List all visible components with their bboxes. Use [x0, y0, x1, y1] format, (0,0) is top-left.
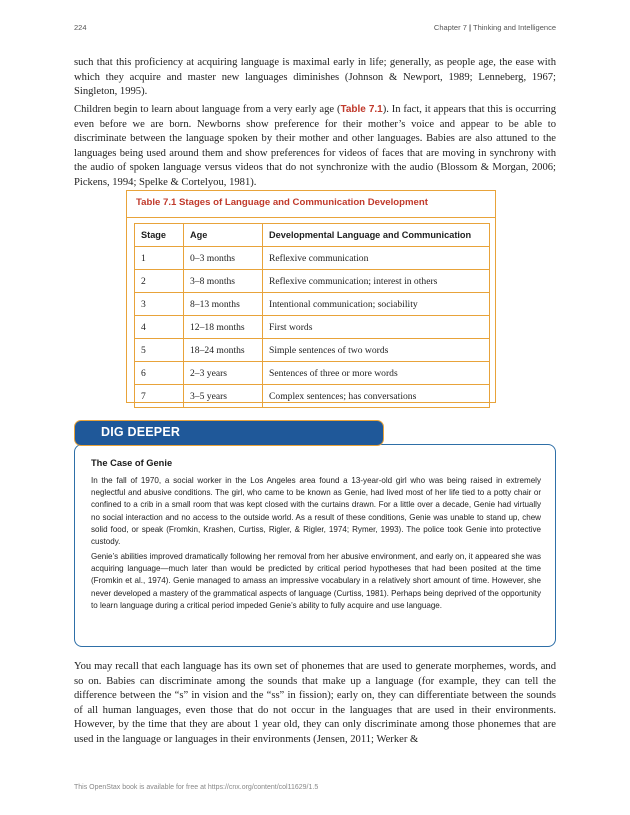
page-footer: This OpenStax book is available for free at https://cnx.org/content/col11629/1.5	[74, 784, 319, 791]
development-cell: Sentences of three or more words	[263, 362, 490, 385]
development-cell: Simple sentences of two words	[263, 339, 490, 362]
table-row	[135, 247, 490, 270]
table-row	[135, 293, 490, 316]
age-cell: 18–24 months	[184, 339, 263, 362]
chapter-title: Thinking and Intelligence	[473, 23, 556, 32]
chapter-heading	[434, 23, 556, 37]
development-cell: Complex sentences; has conversations	[263, 385, 490, 408]
stages-table	[134, 223, 490, 408]
dig-deeper-label: DIG DEEPER	[101, 425, 181, 439]
table-row	[135, 339, 490, 362]
development-cell: Intentional communication; sociability	[263, 293, 490, 316]
age-cell: 12–18 months	[184, 316, 263, 339]
case-paragraph-2: Genie’s abilities improved dramatically following her removal from her abusive environment, and early on, it appeared she was acquiring language—much later than would be predicted by critical period hypotheses that had been posited at the time (Fromkin et al., 1974). Genie managed to amass an impressive vocabulary in a relatively short amount of time. However, she never developed a mastery of the grammatical aspects of language (Curtiss, 1981). Perhaps being deprived of the opportunity to learn language during a critical period impeded Genie’s ability to fully acquire and use language.	[91, 552, 541, 610]
column-header-age: Age	[184, 224, 263, 247]
intro-paragraph: such that this proficiency at acquiring language is maximal early in life; generally, as people age, the ease with which they acquire and master new languages diminishes (Johnson & Newport, 1989; Lenneberg, 1967; Singleton, 1995).	[74, 57, 556, 97]
stage-cell: 7	[135, 385, 184, 408]
stage-cell: 1	[135, 247, 184, 270]
language-stages-table	[126, 190, 496, 403]
age-cell: 3–5 years	[184, 385, 263, 408]
age-cell: 0–3 months	[184, 247, 263, 270]
chapter-label: Chapter 7	[433, 23, 467, 32]
table-row	[135, 270, 490, 293]
table-row	[135, 362, 490, 385]
case-paragraph-1: In the fall of 1970, a social worker in the Los Angeles area found a 13-year-old girl who was being raised in extremely neglectful and abusive conditions. The girl, who came to be known as Genie, had lived most of her life tied to a potty chair or confined to a crib in a small room that was kept closed with the curtains drawn. For a little over a decade, Genie had virtually no social interaction and no access to the outside world. As a result of these conditions, Genie was unable to stand up, chew solid food, or speak (Fromkin, Krashen, Curtiss, Rigler, & Rigler, 1974; Rymer, 1993). The police took Genie into protective custody.	[91, 476, 541, 547]
stage-cell: 2	[135, 270, 184, 293]
language-age-paragraph	[74, 103, 556, 190]
age-cell: 3–8 months	[184, 270, 263, 293]
table-reference-link[interactable]: Table 7.1	[340, 104, 383, 115]
table-row	[135, 385, 490, 408]
table-header-row	[135, 224, 490, 247]
column-header-development: Developmental Language and Communication	[263, 224, 490, 247]
development-cell: Reflexive communication	[263, 247, 490, 270]
running-header	[74, 23, 556, 37]
header-separator: |	[468, 23, 472, 32]
page-number: 224	[74, 23, 87, 32]
development-cell: First words	[263, 316, 490, 339]
paragraph-text-start: Children begin to learn about language from a very early age (	[74, 104, 341, 115]
table-row	[135, 316, 490, 339]
table-title: Table 7.1 Stages of Language and Communication Development	[127, 191, 495, 218]
stage-cell: 4	[135, 316, 184, 339]
column-header-stage: Stage	[135, 224, 184, 247]
case-title: The Case of Genie	[91, 458, 173, 468]
age-cell: 8–13 months	[184, 293, 263, 316]
stage-cell: 3	[135, 293, 184, 316]
development-cell: Reflexive communication; interest in others	[263, 270, 490, 293]
age-cell: 2–3 years	[184, 362, 263, 385]
dig-deeper-banner	[74, 420, 384, 446]
paragraph-text-end: ). In fact, it appears that this is occurring even before we are born. Newborns show preference for their mother’s voice and appear to be able to discriminate between the language spoken by their mother and other languages. Babies are also attuned to the languages being used around them and show preferences for videos of faces that are moving in synchrony with the audio of spoken language versus videos that do not synchronize with the audio (Blossom & Morgan, 2006; Pickens, 1994; Spelke & Cortelyou, 1981).	[74, 104, 557, 188]
stage-cell: 5	[135, 339, 184, 362]
phonemes-paragraph: You may recall that each language has its own set of phonemes that are used to generate morphemes, words, and so on. Babies can discriminate among the sounds that make up a language (for example, they can tell the difference between the “s” in vision and the “ss” in fission); early on, they can differentiate between the sounds of all human languages, even those that do not occur in the languages that are used in their environments. However, by the time that they are about 1 year old, they can only discriminate among those phonemes that are used in the language or languages in their environments (Jensen, 2011; Werker &	[74, 661, 556, 745]
stage-cell: 6	[135, 362, 184, 385]
